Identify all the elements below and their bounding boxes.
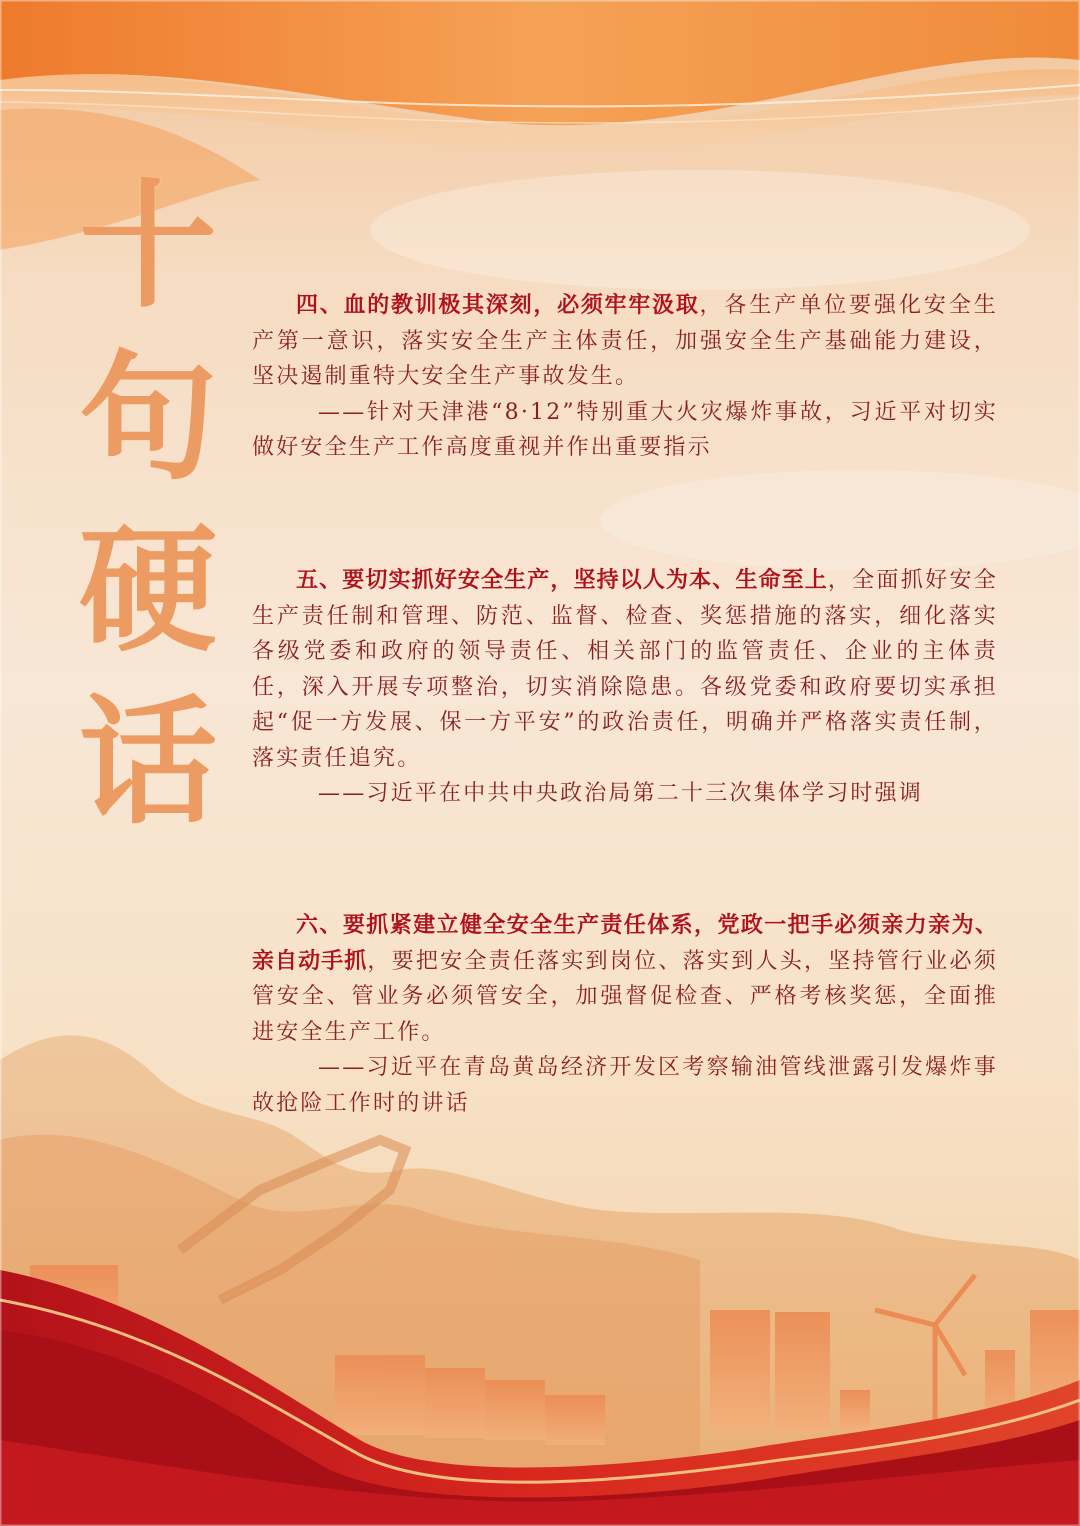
section-heading: 五、要切实抓好安全生产，坚持以人为本、生命至上 [296,568,828,593]
section-four [252,288,998,466]
section-body: ，要把安全责任落实到岗位、落实到人头，坚持管行业必须管安全、管业务必须管安全，加强督促检查、严格考核奖惩，全面推进安全生产工作。 [252,948,998,1045]
vertical-title [78,160,218,848]
section-source: ——习近平在青岛黄岛经济开发区考察输油管线泄露引发爆炸事故抢险工作时的讲话 [252,1055,998,1116]
section-body: ，全面抓好安全生产责任制和管理、防范、监督、检查、奖惩措施的落实，细化落实各级党委和政府的领导责任、相关部门的监管责任、企业的主体责任，深入开展专项整治，切实消除隐患。各级党委和政府要切实承担起“促一方发展、保一方平安”的政治责任，明确并严格落实责任制，落实责任追究。 [252,568,998,771]
title-char: 硬 [78,508,217,671]
section-body: ，各生产单位要强化安全生产第一意识，落实安全生产主体责任，加强安全生产基础能力建设，坚决遏制重特大安全生产事故发生。 [252,293,998,389]
section-source: ——习近平在中共中央政治局第二十三次集体学习时强调 [318,781,924,806]
title-char: 句 [78,336,217,499]
title-char: 话 [78,680,217,843]
section-six [252,908,998,1121]
title-char: 十 [78,164,217,327]
section-paragraph [252,288,998,395]
section-five [252,563,998,812]
section-source: ——针对天津港“8·12”特别重大火灾爆炸事故，习近平对切实做好安全生产工作高度重视并作出重要指示 [252,399,998,460]
section-heading: 四、血的教训极其深刻，必须牢牢汲取 [296,293,700,318]
section-paragraph [252,908,998,1050]
section-paragraph [252,563,998,776]
section-heading: 六、要抓紧建立健全安全生产责任体系，党政一把手必须亲力亲为、亲自动手抓 [252,913,998,974]
